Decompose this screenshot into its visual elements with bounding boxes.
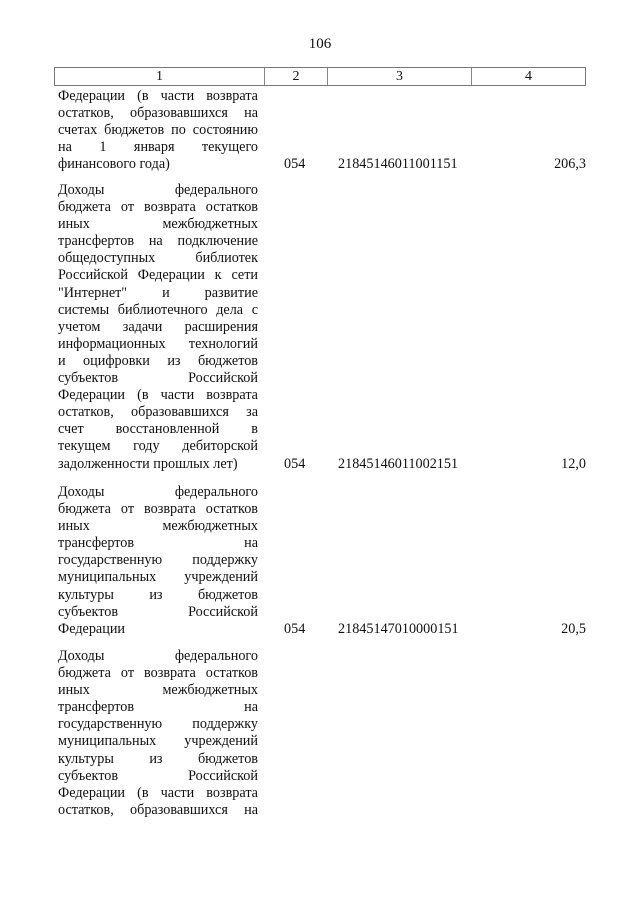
amount: 20,5 [561,620,586,637]
description-line: Федерации (в части возврата [58,387,258,404]
kbk-code: 21845147010000151 [338,620,459,637]
description-line: Доходы федерального [58,484,258,500]
row-description [58,648,258,819]
header-col-3: 3 [328,68,472,85]
description-line: бюджета от возврата остатков [58,665,258,682]
description-line: Российской Федерации к сети [58,267,258,284]
description-line: Федерации [58,620,126,637]
description-line: Федерации (в части возврата [58,88,258,104]
description-line: остатков, образовавшихся на [58,105,258,122]
description-line: культуры из бюджетов [58,586,258,603]
admin-code: 054 [284,620,306,637]
description-line: муниципальных учреждений [58,733,258,750]
header-col-1: 1 [55,68,265,85]
description-line: субъектов Российской [58,370,258,387]
description-line: системы библиотечного дела с [58,301,258,318]
row-description [58,88,258,173]
description-line: информационных технологий [58,335,258,352]
description-line: иных межбюджетных [58,682,258,699]
description-line: государственную поддержку [58,552,258,569]
table-header-row [54,67,586,86]
description-line: счетах бюджетов по состоянию [58,122,258,139]
description-line: остатков, образовавшихся на [58,801,258,818]
description-line: бюджета от возврата остатков [58,501,258,518]
description-line: Доходы федерального [58,648,258,664]
description-line: субъектов Российской [58,603,258,620]
description-line: культуры из бюджетов [58,750,258,767]
description-line: учетом задачи расширения [58,318,258,335]
header-col-4: 4 [525,69,532,84]
admin-code: 054 [284,455,306,472]
description-line: счет восстановленной в [58,421,258,438]
kbk-code: 21845146011001151 [338,156,458,173]
description-line: трансфертов на [58,535,258,552]
description-line: Федерации (в части возврата [58,784,258,801]
description-line: финансового года) [58,156,170,173]
table-row [58,182,588,477]
description-line: и оцифровки из бюджетов [58,352,258,369]
table-row [58,648,588,823]
admin-code: 054 [284,156,306,173]
description-line: иных межбюджетных [58,518,258,535]
description-line: "Интернет" и развитие [58,284,258,301]
description-line: на 1 января текущего [58,139,258,156]
description-line: Доходы федерального [58,182,258,198]
description-line: текущем году дебиторской [58,438,258,455]
description-line: остатков, образовавшихся за [58,404,258,421]
description-line: государственную поддержку [58,716,258,733]
amount: 206,3 [554,156,586,173]
row-description [58,484,258,638]
description-line: трансфертов на подключение [58,233,258,250]
page-number: 106 [308,36,332,52]
description-line: субъектов Российской [58,767,258,784]
description-line: бюджета от возврата остатков [58,199,258,216]
description-line: общедоступных библиотек [58,250,258,267]
description-line: иных межбюджетных [58,216,258,233]
table-row [58,88,588,178]
amount: 12,0 [561,455,586,472]
description-line: задолженности прошлых лет) [58,455,238,472]
kbk-code: 21845146011002151 [338,455,459,472]
description-line: муниципальных учреждений [58,569,258,586]
header-col-2: 2 [265,68,328,85]
description-line: трансфертов на [58,699,258,716]
table-row [58,484,588,644]
row-description [58,182,258,473]
